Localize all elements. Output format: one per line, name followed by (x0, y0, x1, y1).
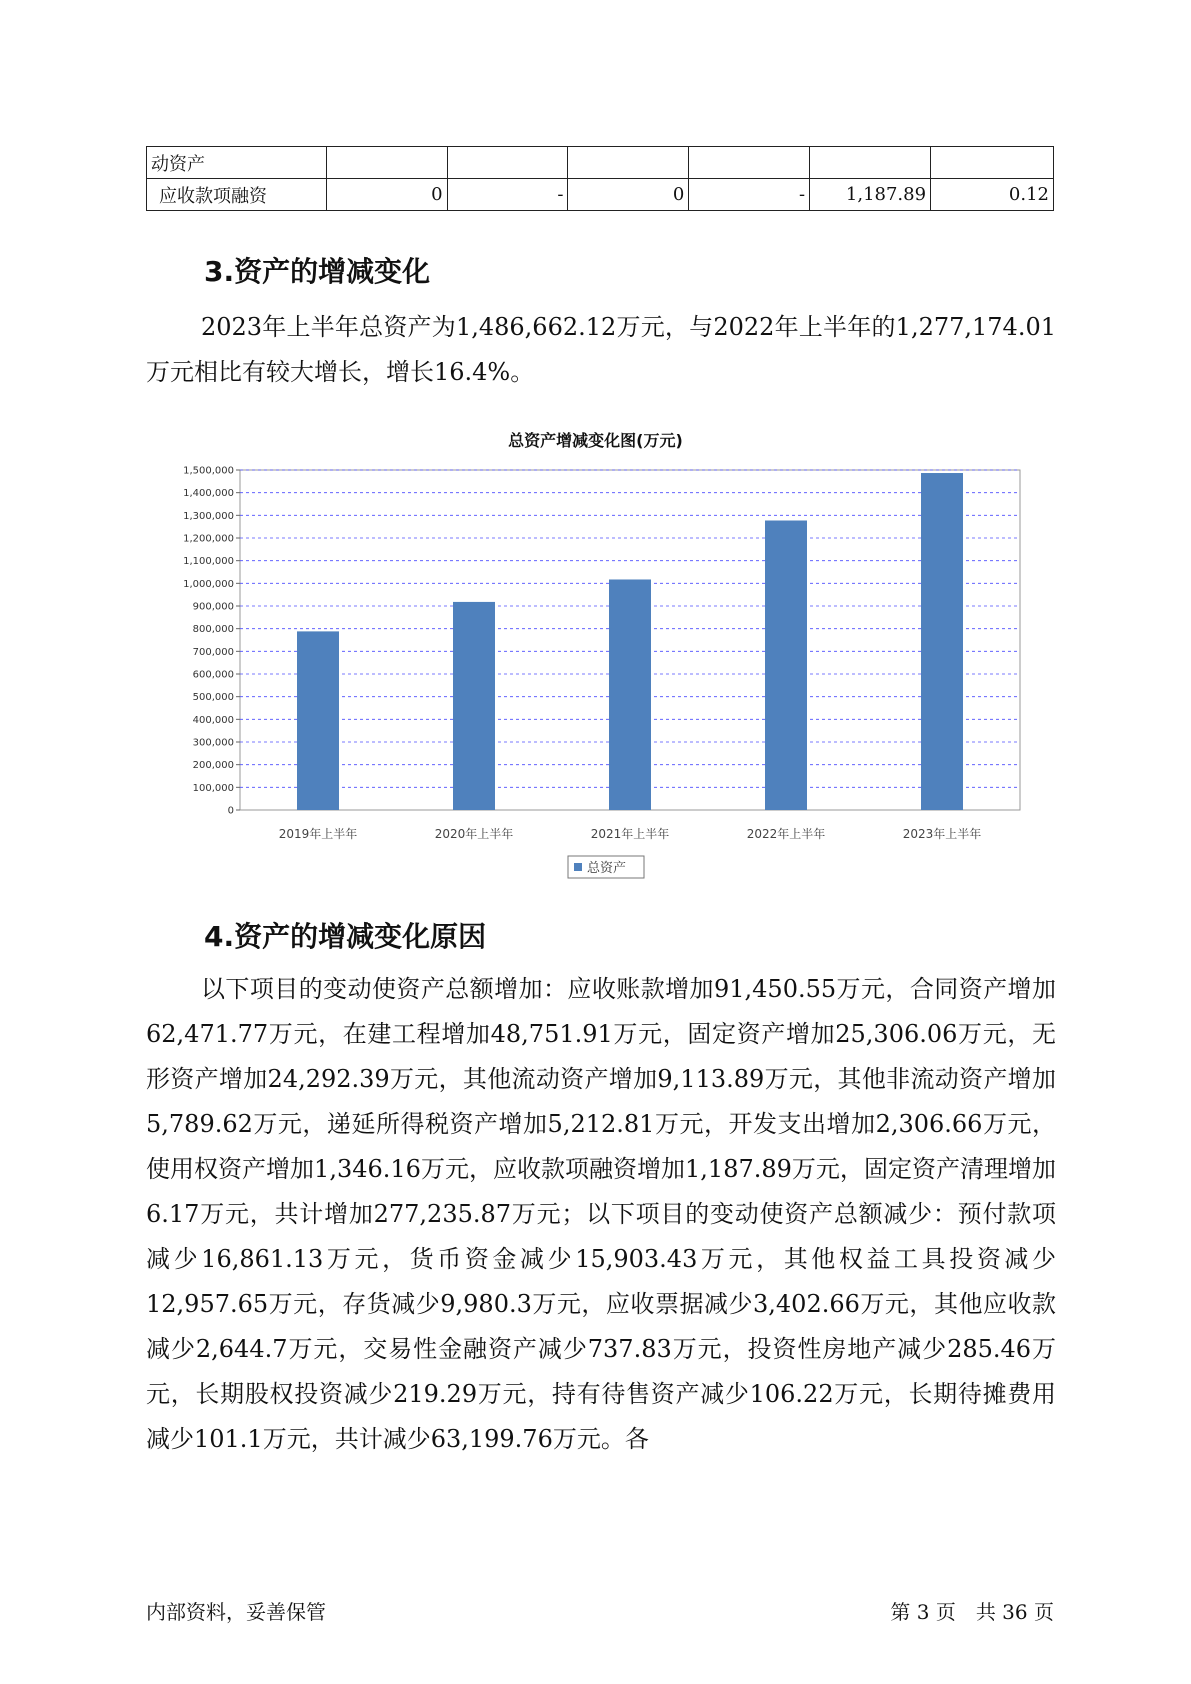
y-tick-label: 300,000 (192, 737, 234, 749)
table-cell (931, 147, 1054, 179)
section-4-paragraph: 以下项目的变动使资产总额增加：应收账款增加91,450.55万元，合同资产增加62,471.77万元，在建工程增加48,751.91万元，固定资产增加25,306.06万元，无形资产增加24,292.39万元，其他流动资产增加9,113.89万元，其他非流动资产增加5,789.62万元，递延所得税资产增加5,212.81万元，开发支出增加2,306.66万元，使用权资产增加1,346.16万元，应收款项融资增加1,187.89万元，固定资产清理增加6.17万元，共计增加277,235.87万元；以下项目的变动使资产总额减少：预付款项减少16,861.13万元，货币资金减少15,903.43万元，其他权益工具投资减少12,957.65万元，存货减少9,980.3万元，应收票据减少3,402.66万元，其他应收款减少2,644.7万元，交易性金融资产减少737.83万元，投资性房地产减少285.46万元，长期股权投资减少219.29万元，持有待售资产减少106.22万元，长期待摊费用减少101.1万元，共计减少63,199.76万元。各 (146, 975, 1056, 1453)
table-cell (568, 147, 689, 179)
bar (297, 631, 339, 810)
y-tick-label: 1,100,000 (183, 556, 234, 568)
y-tick-label: 800,000 (192, 624, 234, 636)
y-tick-label: 1,300,000 (183, 510, 234, 522)
bar (453, 602, 495, 810)
table-cell (447, 147, 568, 179)
footer-note: 内部资料，妥善保管 (146, 1600, 326, 1624)
legend-swatch (574, 863, 582, 871)
table-cell: 0 (326, 179, 447, 211)
table-cell (810, 147, 931, 179)
y-tick-label: 0 (227, 805, 234, 817)
y-tick-label: 1,400,000 (183, 488, 234, 500)
table-cell: 0.12 (931, 179, 1054, 211)
row-label: 应收款项融资 (147, 179, 327, 211)
table-cell: 1,187.89 (810, 179, 931, 211)
y-tick-label: 600,000 (192, 669, 234, 681)
section-heading-3: 3.资产的增减变化 (204, 255, 431, 288)
y-tick-label: 100,000 (192, 782, 234, 794)
table-cell: - (447, 179, 568, 211)
legend-label: 总资产 (587, 861, 627, 876)
section-3-paragraph: 2023年上半年总资产为1,486,662.12万元，与2022年上半年的1,277,174.01万元相比有较大增长，增长16.4%。 (146, 313, 1056, 386)
row-label: 动资产 (147, 147, 327, 179)
table-cell: 0 (568, 179, 689, 211)
table-row (147, 147, 1054, 179)
x-tick-label: 2021年上半年 (590, 827, 670, 841)
x-tick-label: 2023年上半年 (902, 827, 982, 841)
y-tick-label: 1,500,000 (183, 465, 234, 477)
y-tick-label: 700,000 (192, 646, 234, 658)
table-cell (326, 147, 447, 179)
asset-table (146, 146, 1054, 211)
y-tick-label: 1,000,000 (183, 578, 234, 590)
y-tick-label: 500,000 (192, 692, 234, 704)
chart-title: 总资产增减变化图(万元) (508, 431, 683, 450)
y-tick-label: 1,200,000 (183, 533, 234, 545)
section-heading-4: 4.资产的增减变化原因 (204, 920, 487, 953)
x-tick-label: 2020年上半年 (434, 827, 514, 841)
table-cell: - (689, 179, 810, 211)
y-tick-label: 400,000 (192, 714, 234, 726)
total-assets-bar-chart (160, 460, 1030, 880)
y-tick-label: 900,000 (192, 601, 234, 613)
table-row (147, 179, 1054, 211)
bar (765, 521, 807, 810)
x-tick-label: 2022年上半年 (746, 827, 826, 841)
table-cell (689, 147, 810, 179)
bar (609, 579, 651, 810)
page-number: 第 3 页 共 36 页 (890, 1600, 1054, 1624)
bar (921, 473, 963, 810)
x-tick-label: 2019年上半年 (278, 827, 358, 841)
y-tick-label: 200,000 (192, 760, 234, 772)
